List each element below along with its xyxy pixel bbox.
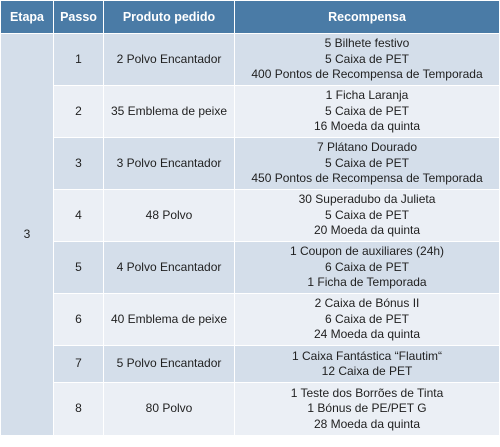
recompensa-item: 20 Moeda da quinta (313, 223, 421, 238)
produto-cell: 48 Polvo (104, 190, 235, 242)
recompensa-item: 6 Caixa de PET (324, 259, 410, 274)
recompensa-item: 450 Pontos de Recompensa de Temporada (251, 171, 483, 186)
recompensa-cell (235, 190, 500, 242)
recompensa-cell (235, 383, 500, 436)
recompensa-cell (235, 346, 500, 383)
recompensa-item: 30 Superadubo da Julieta (298, 192, 436, 207)
passo-cell: 7 (54, 346, 104, 383)
recompensa-item: 7 Plátano Dourado (316, 140, 418, 155)
header-passo: Passo (54, 1, 104, 34)
header-recompensa: Recompensa (235, 1, 500, 34)
produto-cell: 40 Emblema de peixe (104, 294, 235, 346)
table-row (1, 346, 500, 383)
recompensa-item: 1 Coupon de auxiliares (24h) (289, 244, 445, 259)
table-row (1, 138, 500, 190)
passo-cell: 1 (54, 34, 104, 86)
produto-cell: 4 Polvo Encantador (104, 242, 235, 294)
recompensa-item: 5 Caixa de PET (324, 155, 410, 170)
recompensa-item: 1 Ficha de Temporada (307, 275, 427, 290)
table-row (1, 86, 500, 138)
header-row (1, 1, 500, 34)
header-produto: Produto pedido (104, 1, 235, 34)
recompensa-item: 16 Moeda da quinta (313, 119, 421, 134)
recompensa-item: 6 Caixa de PET (324, 311, 410, 326)
table-row (1, 383, 500, 436)
produto-cell: 5 Polvo Encantador (104, 346, 235, 383)
produto-cell: 35 Emblema de peixe (104, 86, 235, 138)
recompensa-cell (235, 34, 500, 86)
passo-cell: 2 (54, 86, 104, 138)
recompensa-item: 5 Caixa de PET (324, 103, 410, 118)
recompensa-item: 400 Pontos de Recompensa de Temporada (251, 67, 483, 82)
passo-cell: 6 (54, 294, 104, 346)
header-etapa: Etapa (1, 1, 54, 34)
passo-cell: 8 (54, 383, 104, 436)
passo-cell: 4 (54, 190, 104, 242)
recompensa-item: 24 Moeda da quinta (313, 327, 421, 342)
recompensa-item: 5 Caixa de PET (324, 207, 410, 222)
table-body (1, 34, 500, 436)
recompensa-item: 1 Ficha Laranja (325, 88, 409, 103)
recompensa-cell (235, 294, 500, 346)
recompensa-cell (235, 138, 500, 190)
produto-cell: 2 Polvo Encantador (104, 34, 235, 86)
table-row (1, 294, 500, 346)
recompensa-item: 5 Bilhete festivo (324, 36, 410, 51)
recompensa-item: 2 Caixa de Bónus II (314, 296, 420, 311)
recompensa-item: 28 Moeda da quinta (313, 416, 421, 431)
etapa-cell: 3 (1, 34, 54, 436)
recompensa-item: 1 Caixa Fantástica “Flautim“ (291, 348, 443, 363)
recompensa-cell (235, 242, 500, 294)
passo-cell: 3 (54, 138, 104, 190)
table-row (1, 242, 500, 294)
recompensa-item: 12 Caixa de PET (321, 364, 413, 378)
recompensa-item: 5 Caixa de PET (324, 51, 410, 66)
table-row (1, 190, 500, 242)
produto-cell: 3 Polvo Encantador (104, 138, 235, 190)
recompensa-cell (235, 86, 500, 138)
produto-cell: 80 Polvo (104, 383, 235, 436)
passo-cell: 5 (54, 242, 104, 294)
table-row (1, 34, 500, 86)
recompensa-item: 1 Bónus de PE/PET G (307, 401, 427, 416)
recompensa-item: 1 Teste dos Borrões de Tinta (290, 385, 444, 400)
